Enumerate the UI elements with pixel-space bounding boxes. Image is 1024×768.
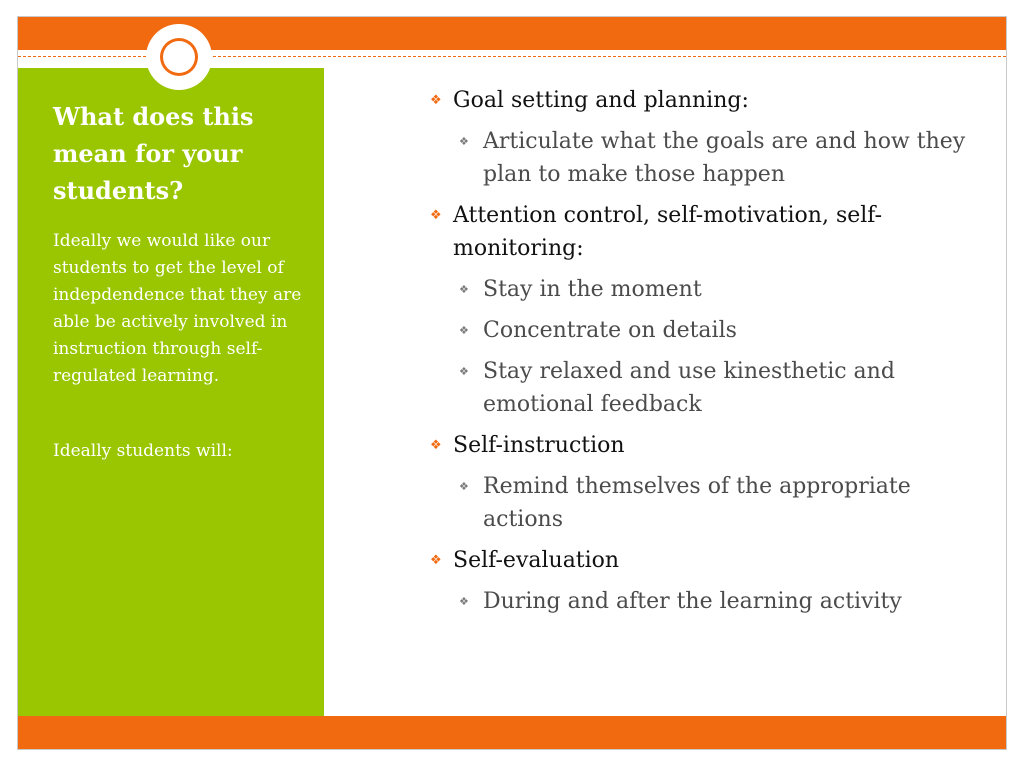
bullet-text: Goal setting and planning: (453, 88, 749, 113)
diamond-bullet-icon: ❖ (430, 438, 442, 453)
sub-bullet-item (428, 273, 988, 306)
bullet-item (428, 84, 988, 117)
bullet-text: Attention control, self-motivation, self-monitoring: (453, 203, 883, 261)
bullet-item (428, 199, 988, 265)
sub-bullet-text: Stay relaxed and use kinesthetic and emotional feedback (483, 359, 895, 417)
circle-logo-icon (146, 24, 212, 90)
sub-bullet-item (428, 470, 988, 536)
intro-text: Ideally we would like our students to get the level of indepdendence that they are able be actively involved in instruction through self-regulated learning. (53, 231, 302, 386)
bullet-list (428, 84, 988, 618)
sub-bullet-text: During and after the learning activity (483, 589, 902, 614)
diamond-bullet-icon: ❖ (430, 208, 442, 223)
diamond-bullet-icon: ❖ (459, 324, 469, 337)
logo-center (163, 41, 195, 73)
sub-bullet-item (428, 355, 988, 421)
diamond-bullet-icon: ❖ (459, 595, 469, 608)
sub-bullet-text: Remind themselves of the appropriate actions (483, 474, 911, 532)
bullet-text: Self-instruction (453, 433, 625, 458)
bottom-accent-bar (18, 716, 1006, 749)
diamond-bullet-icon: ❖ (459, 480, 469, 493)
diamond-bullet-icon: ❖ (459, 283, 469, 296)
diamond-bullet-icon: ❖ (459, 365, 469, 378)
prompt-text: Ideally students will: (53, 441, 233, 461)
bullet-item (428, 544, 988, 577)
slide-title: What does this mean for your students? (53, 102, 254, 205)
diamond-bullet-icon: ❖ (430, 93, 442, 108)
bullet-item (428, 429, 988, 462)
diamond-bullet-icon: ❖ (459, 135, 469, 148)
sub-bullet-item (428, 125, 988, 191)
sub-bullet-item (428, 314, 988, 347)
bullet-text: Self-evaluation (453, 548, 620, 573)
diamond-bullet-icon: ❖ (430, 553, 442, 568)
sub-bullet-text: Concentrate on details (483, 318, 737, 343)
sub-bullet-text: Articulate what the goals are and how they plan to make those happen (483, 129, 966, 187)
sub-bullet-item (428, 585, 988, 618)
sub-bullet-text: Stay in the moment (483, 277, 702, 302)
